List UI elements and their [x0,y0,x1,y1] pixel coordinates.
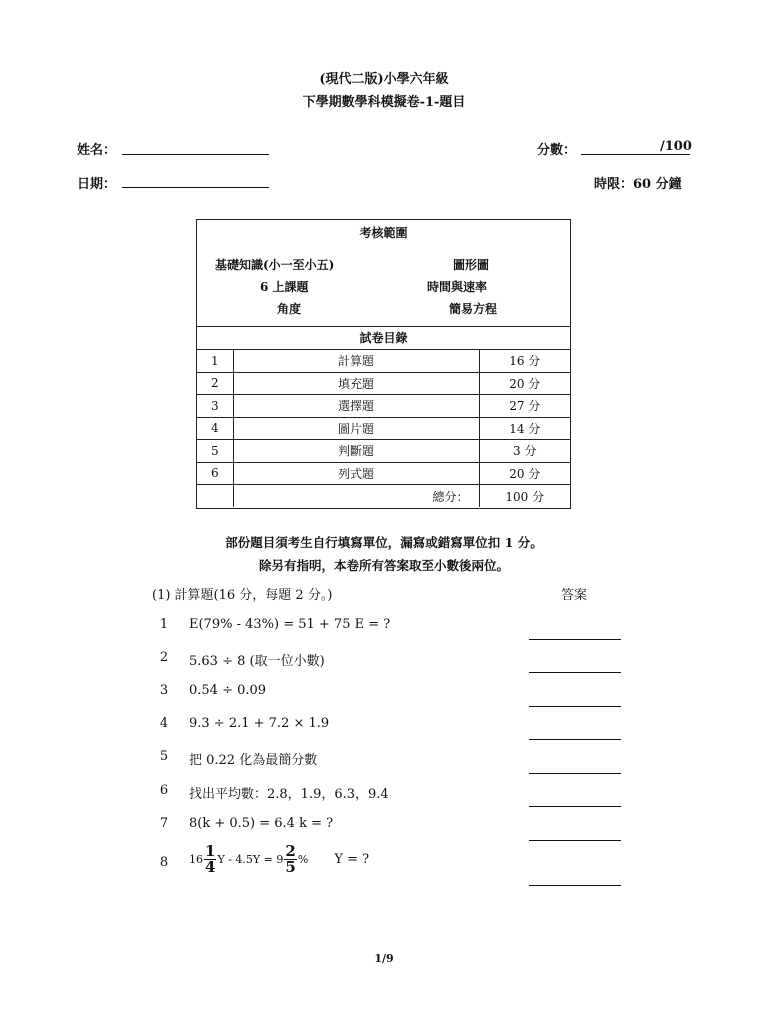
name-label: 姓名： [77,143,117,158]
date-label: 日期： [77,177,117,192]
fraction-numerator: 1 [205,842,216,860]
question-text: 8(k + 0.5) = 6.4 k = ? [189,816,334,831]
row-section: 列式題 [233,462,479,485]
question-text: 0.54 ÷ 0.09 [189,683,267,698]
question-number: 3 [159,683,169,698]
scope-item: 時間與速率 [427,280,488,294]
question-number: 4 [159,716,169,731]
exam-scope-heading: 考核範圍 [359,226,408,240]
contents-table [197,349,570,507]
scope-item: 基礎知識(小一至小五) [215,258,335,272]
notice-line-2: 除另有指明，本卷所有答案取至小數後兩位。 [258,558,509,573]
table-row-total [197,485,570,508]
q8-unknown: Y = ? [334,852,370,867]
row-marks: 27 分 [479,395,570,418]
row-number: 1 [197,350,233,373]
section-heading: (1) 計算題(16 分，每題 2 分。) [152,588,333,603]
answer-heading: 答案 [561,588,588,603]
answer-line[interactable] [529,885,621,886]
question-text: 把 0.22 化為最簡分數 [189,753,318,768]
score-total: /100 [660,139,692,154]
total-marks: 100 分 [479,485,570,508]
row-marks: 14 分 [479,417,570,440]
notice-line-1: 部份題目須考生自行填寫單位，漏寫或錯寫單位扣 1 分。 [225,535,543,550]
question-number: 1 [159,617,169,632]
answer-line[interactable] [529,706,621,707]
row-number: 3 [197,395,233,418]
q8-whole-a: 16 [189,853,203,866]
row-section: 填充題 [233,372,479,395]
row-number: 2 [197,372,233,395]
time-limit: 時限：60 分鐘 [594,177,682,192]
question-text: 5.63 ÷ 8 (取一位小數) [189,654,325,669]
question-number: 5 [159,749,169,764]
question-8-expression [189,844,369,875]
table-row [197,350,570,373]
q8-fraction-b [284,844,296,875]
row-marks: 16 分 [479,350,570,373]
title-line-2: 下學期數學科模擬卷-1-題目 [302,95,466,110]
q8-middle: Y - 4.5Y = 9 [217,853,284,866]
row-section: 圖片題 [233,417,479,440]
page-number: 1/9 [374,952,394,965]
row-number [197,485,233,508]
score-label: 分數： [537,143,577,158]
answer-line[interactable] [529,739,621,740]
question-text: 9.3 ÷ 2.1 + 7.2 × 1.9 [189,716,330,731]
table-row [197,372,570,395]
title-line-1: (現代二版)小學六年級 [319,72,449,87]
row-section: 選擇題 [233,395,479,418]
row-marks: 3 分 [479,440,570,463]
answer-line[interactable] [529,840,621,841]
row-number: 5 [197,440,233,463]
question-number: 2 [159,650,169,665]
row-number: 4 [197,417,233,440]
answer-line[interactable] [529,672,621,673]
answer-line[interactable] [529,806,621,807]
scope-item: 6 上課題 [260,280,309,294]
row-section: 計算題 [233,350,479,373]
contents-heading: 試卷目錄 [197,326,570,349]
question-number: 8 [159,855,169,870]
name-field[interactable] [122,154,269,155]
answer-line[interactable] [529,773,621,774]
date-field[interactable] [122,187,269,188]
row-section: 判斷題 [233,440,479,463]
scope-item: 簡易方程 [449,302,498,316]
fraction-denominator: 5 [285,858,296,876]
scope-item: 角度 [277,302,302,316]
row-number: 6 [197,462,233,485]
row-marks: 20 分 [479,462,570,485]
answer-line[interactable] [529,639,621,640]
q8-fraction-a [204,844,216,875]
table-row [197,462,570,485]
table-row [197,395,570,418]
question-text: 找出平均數：2.8，1.9，6.3，9.4 [189,787,389,802]
fraction-numerator: 2 [285,842,296,860]
row-marks: 20 分 [479,372,570,395]
score-field[interactable] [581,154,690,155]
question-number: 7 [159,816,169,831]
table-row [197,417,570,440]
exam-info-box [196,219,571,509]
question-text: E(79% - 43%) = 51 + 75 E = ? [189,617,391,632]
total-label: 總分： [233,485,479,508]
scope-item: 圖形圖 [453,258,490,272]
table-row [197,440,570,463]
question-number: 6 [159,783,169,798]
fraction-denominator: 4 [205,858,216,876]
q8-percent: % [297,853,309,866]
